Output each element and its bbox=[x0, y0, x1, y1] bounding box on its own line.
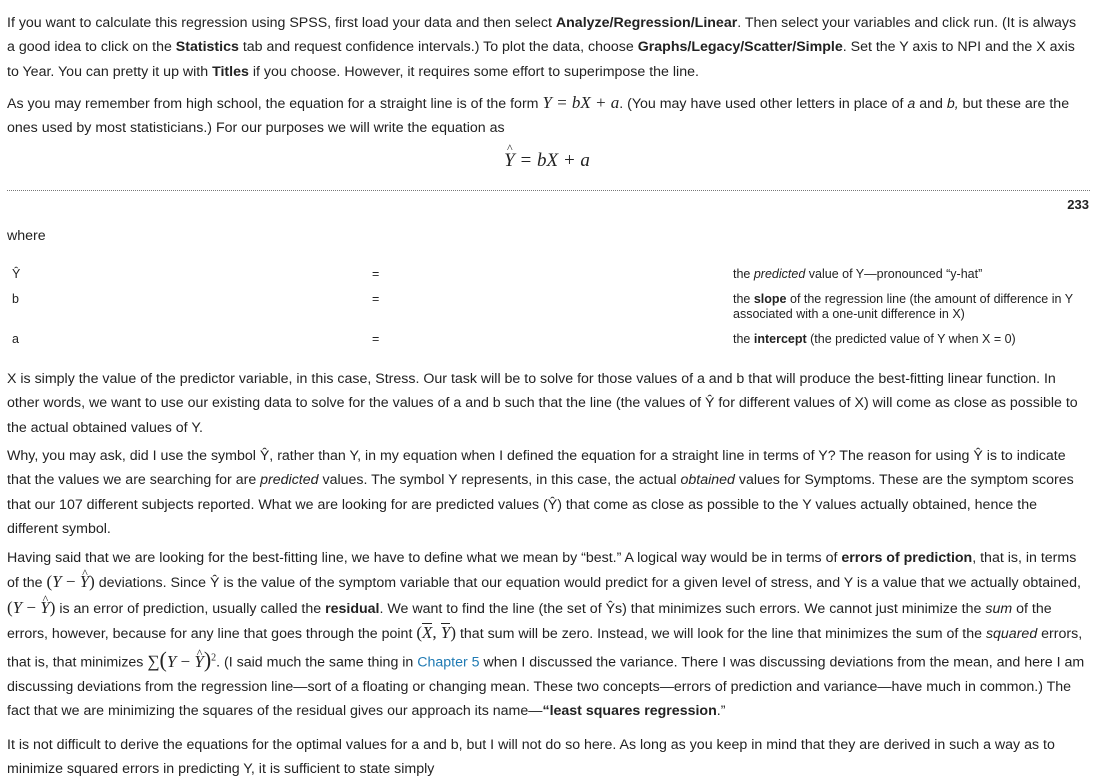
text: Why, you may ask, did I use the symbol Ŷ, rather than Y, in my equation when I defined the equation for a straight line in terms of Y? The reason for using Ŷ is to indicate that the values we are searching for are bbox=[7, 448, 1066, 489]
text: . Set the Y axis to NPI and the X axis to Year. You can pretty it up with bbox=[7, 39, 1075, 80]
em: squared bbox=[985, 625, 1038, 642]
text: As you may remember from high school, the equation for a straight line is of the form bbox=[7, 96, 543, 112]
page-number: 233 bbox=[1067, 197, 1089, 212]
text: when I discussed the variance. There I was discussing deviations from the mean, and here I am discussing deviations from the regression line—sort of a floating or changing mean. These two concepts—errors of prediction and variance—have much in common.) The fact that we are minimizing the squares of the residual gives our approach its name— bbox=[7, 654, 1085, 720]
em: sum bbox=[985, 600, 1013, 617]
paragraph-best-fit bbox=[7, 546, 1087, 724]
menu-path-regression: Analyze/Regression/Linear bbox=[555, 15, 738, 31]
def-text bbox=[733, 292, 1083, 322]
text: values for Symptoms. These are the symptom scores that our 107 different subjects reported. What we are looking for are predicted values (Ŷ) that come as close as possible to the Y values actually obtained, hence the different symbol. bbox=[7, 472, 1074, 537]
text: . We want to find the line (the set of Ŷs) that minimizes such errors. We cannot just minimize the bbox=[379, 600, 986, 617]
text: . (I said much the same thing in bbox=[216, 654, 418, 671]
text: of the errors, however, because for any line that goes through the point bbox=[7, 600, 1052, 642]
menu-path-scatter: Graphs/Legacy/Scatter/Simple bbox=[637, 39, 843, 56]
em: obtained bbox=[680, 472, 735, 489]
text: If you want to calculate this regression using SPSS, first load your data and then select bbox=[7, 15, 556, 31]
y-hat: ^ Y bbox=[504, 150, 515, 172]
paragraph-line-form bbox=[7, 91, 1087, 141]
paragraph-predictor: X is simply the value of the predictor variable, in this case, Stress. Our task will be to solve for those values of a and b that will produce the best-fitting linear function. In other words, we want to use our existing data to solve for the values of a and b such that the line (the values of Ŷ for different values of X) will come as close as possible to the actual obtained values of Y. bbox=[7, 371, 1078, 436]
text: that sum will be zero. Instead, we will look for the line that minimizes the sum of the bbox=[456, 625, 986, 642]
text: errors, that is, that minimizes bbox=[7, 625, 1083, 671]
paragraph-spss bbox=[7, 11, 1087, 84]
bold: slope bbox=[753, 292, 787, 306]
paragraph-derive: It is not difficult to derive the equations for the optimal values for a and b, but I will not do so here. As long as you keep in mind that they are derived in such a way as to minimize squared errors in predicting Y, it is sufficient to state simply bbox=[7, 737, 1055, 778]
def-equals: = bbox=[372, 332, 380, 346]
math-deviation: (Y − ^ Y) bbox=[46, 572, 94, 591]
text: is an error of prediction, usually called the bbox=[55, 600, 326, 617]
text: if you choose. However, it requires some effort to superimpose the line. bbox=[248, 63, 699, 80]
text: values. The symbol Y represents, in this case, the actual bbox=[318, 472, 681, 489]
display-equation bbox=[0, 150, 1094, 172]
math-sum-squares: ∑(Y − ^ Y)$^2$ bbox=[147, 652, 216, 671]
text: deviations. Since Ŷ is the value of the symptom variable that our equation would predict for a given level of stress, and Y is a value that we actually obtained, bbox=[94, 575, 1081, 592]
var-a: a bbox=[907, 96, 916, 112]
def-text bbox=[733, 332, 1083, 347]
def-symbol: Ŷ bbox=[12, 267, 21, 281]
titles-label: Titles bbox=[212, 63, 249, 80]
text: . (You may have used other letters in place of bbox=[619, 96, 908, 112]
bold: errors of prediction bbox=[841, 550, 973, 566]
text: but these are the ones used by most statisticians.) For our purposes we will write the equation as bbox=[7, 96, 1070, 137]
text: .” bbox=[716, 703, 726, 720]
text: and bbox=[915, 96, 947, 112]
paragraph-why-yhat bbox=[7, 444, 1087, 541]
math-mean-point: (X, Y) bbox=[416, 622, 457, 642]
def-equals: = bbox=[372, 267, 380, 281]
text: of the regression line (the amount of difference in Y associated with a one-unit difference in X) bbox=[733, 292, 1073, 321]
em: predicted bbox=[260, 472, 319, 489]
text: the bbox=[733, 292, 754, 306]
bold: intercept bbox=[753, 332, 807, 346]
equation-rhs: = bX + a bbox=[514, 150, 590, 171]
def-equals: = bbox=[372, 292, 380, 306]
em: predicted bbox=[753, 267, 806, 281]
bold: residual bbox=[325, 600, 380, 617]
text: value of Y—pronounced “y-hat” bbox=[805, 267, 983, 281]
page-divider bbox=[7, 190, 1090, 191]
math-residual: (Y − ^ Y) bbox=[7, 598, 55, 617]
statistics-tab-label: Statistics bbox=[175, 39, 239, 56]
text: Having said that we are looking for the best-fitting line, we have to define what we mean by “best.” A logical way would be in terms of bbox=[7, 550, 842, 566]
where-label: where bbox=[7, 228, 46, 244]
text: . Then select your variables and click run. (It is always a good idea to click on the bbox=[7, 15, 1077, 56]
inline-equation: Y = bX + a bbox=[542, 93, 620, 112]
text: the bbox=[733, 267, 754, 281]
text: tab and request confidence intervals.) To plot the data, choose bbox=[238, 39, 638, 56]
def-text bbox=[733, 267, 1083, 282]
text: (the predicted value of Y when X = 0) bbox=[806, 332, 1016, 346]
var-b: b, bbox=[946, 96, 959, 112]
def-symbol: a bbox=[12, 332, 19, 346]
bold: “least squares regression bbox=[542, 703, 717, 720]
chapter-5-link[interactable]: Chapter 5 bbox=[417, 654, 480, 671]
text: the bbox=[733, 332, 754, 346]
text: , that is, in terms of the bbox=[7, 550, 1077, 592]
def-symbol: b bbox=[12, 292, 19, 306]
